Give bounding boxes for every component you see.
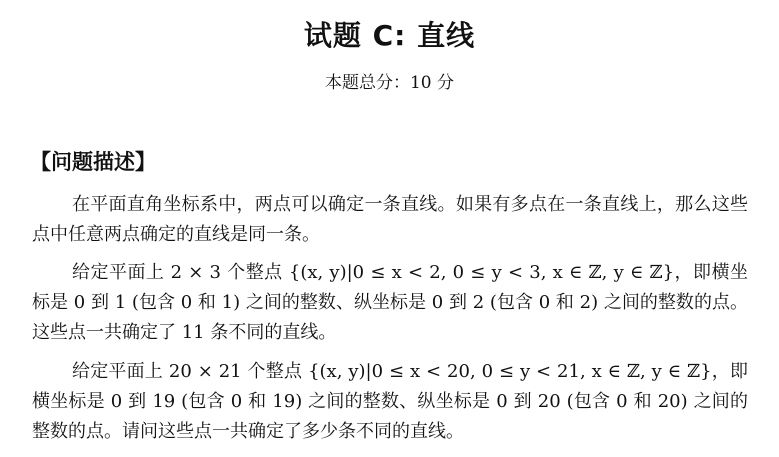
section-heading-problem-description: 【问题描述】 [30, 150, 156, 174]
total-score: 本题总分：10 分 [324, 73, 455, 93]
problem-title: 试题 C: 直线 [303, 19, 476, 52]
problem-paragraph-3: 给定平面上 20 × 21 个整点 {(x, y)|0 ≤ x < 20, 0 ≤ y < 21, x ∈ ℤ, y ∈ ℤ}，即横坐标是 0 到 19 (包含 0 和 19) 之间的整数、纵坐标是 0 到 20 (包含 0 和 20) 之间的整数的点。请问这些点一共确定了多少条不同的直线。 [32, 361, 748, 442]
problem-paragraph-2: 给定平面上 2 × 3 个整点 {(x, y)|0 ≤ x < 2, 0 ≤ y < 3, x ∈ ℤ, y ∈ ℤ}，即横坐标是 0 到 1 (包含 0 和 1) 之间的整数、纵坐标是 0 到 2 (包含 0 和 2) 之间的整数的点。这些点一共确定了 11 条不同的直线。 [32, 262, 748, 343]
problem-paragraph-1: 在平面直角坐标系中，两点可以确定一条直线。如果有多点在一条直线上，那么这些点中任意两点确定的直线是同一条。 [32, 194, 748, 245]
